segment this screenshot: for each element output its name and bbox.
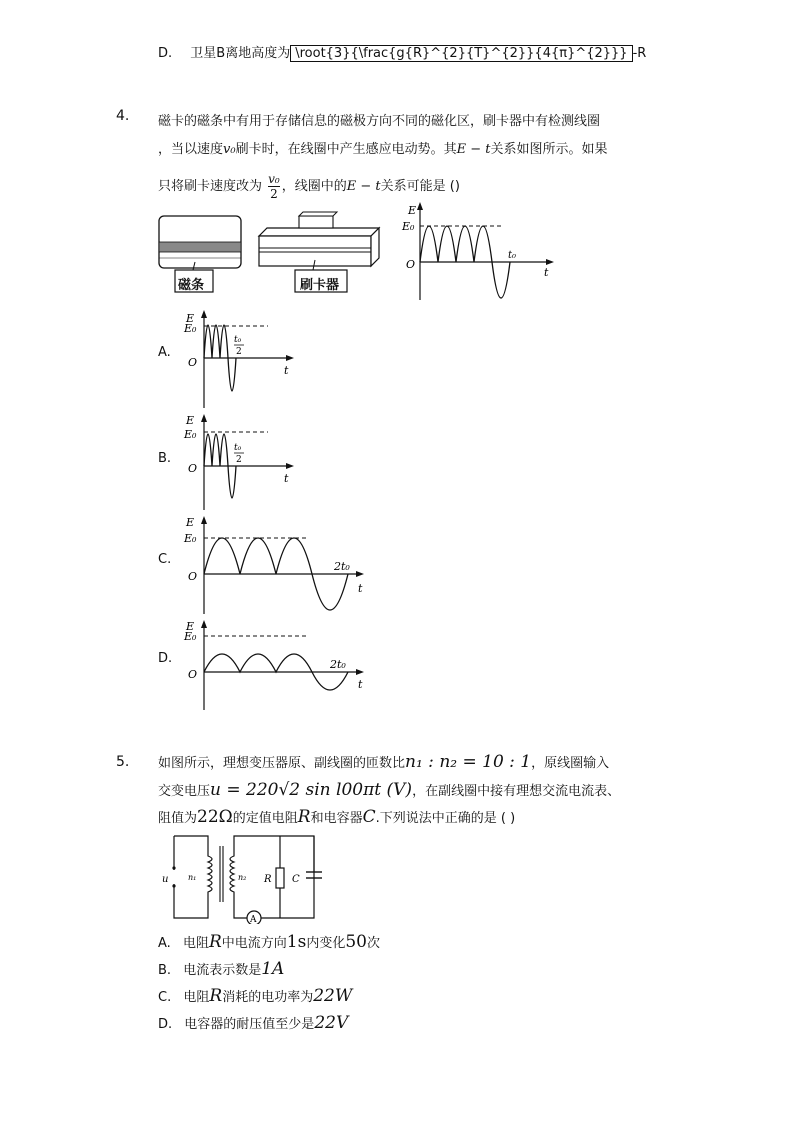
- q5-option-b: [158, 959, 284, 979]
- q4-text: ，当以速度: [158, 142, 224, 157]
- graph-t: t: [358, 678, 363, 691]
- option-letter: C.: [158, 990, 172, 1005]
- option-value: 1A: [261, 959, 285, 979]
- option-R: R: [208, 932, 222, 952]
- graph-O: O: [406, 258, 416, 271]
- graph-half-num: t₀: [234, 335, 242, 345]
- option-letter: A.: [158, 936, 171, 951]
- graph-E0: E₀: [184, 428, 197, 441]
- q4-text: 只将刷卡速度改为: [158, 179, 263, 194]
- option-text: 内变化: [306, 936, 346, 951]
- option-c-label: C.: [158, 552, 172, 567]
- q5-ratio: n₁ : n₂ = 10 : 1: [405, 752, 532, 772]
- question-number-5: 5.: [116, 754, 130, 770]
- circuit-R: R: [264, 874, 272, 885]
- reader-label: 刷卡器: [300, 278, 340, 293]
- q5-line-2: [158, 780, 620, 800]
- option-a-label: A.: [158, 345, 171, 360]
- q4-text: ，线圈中的: [281, 179, 347, 194]
- graph-t: t: [544, 266, 549, 279]
- transformer-circuit: [158, 832, 328, 924]
- fraction-numerator: v₀: [268, 172, 280, 186]
- q5-text: 和电容器: [310, 811, 363, 826]
- option-R: R: [209, 986, 223, 1006]
- option-text: 消耗的电功率为: [222, 990, 314, 1005]
- q4-fraction: [268, 172, 280, 201]
- q5-line-3: [158, 807, 515, 827]
- graph-half-den: 2: [236, 347, 242, 357]
- graph-t: t: [358, 582, 363, 595]
- option-suffix: -R: [632, 46, 647, 61]
- option-d-label: D.: [158, 651, 173, 666]
- q4-text: 刷卡时，在线圈中产生感应电动势。其: [235, 142, 457, 157]
- q5-R: R: [297, 807, 311, 827]
- option-time: 1s: [286, 932, 307, 952]
- circuit-n2: n₂: [238, 873, 247, 882]
- q4-v0: v₀: [223, 142, 236, 157]
- option-text: 次: [366, 936, 380, 951]
- fraction-denominator: 2: [270, 187, 278, 201]
- circuit-n1: n₁: [188, 873, 197, 882]
- q4-option-d-graph: [182, 616, 372, 712]
- option-letter: B.: [158, 963, 172, 978]
- q4-line-2: [158, 138, 607, 157]
- graph-E0: E₀: [184, 322, 197, 335]
- option-text: 电阻: [183, 990, 210, 1005]
- q5-text: ，在副线圈中接有理想交流电流表、: [412, 784, 621, 799]
- q4-et: E − t: [346, 179, 381, 194]
- q5-line-1: [158, 752, 609, 772]
- q5-option-c: [158, 986, 352, 1006]
- q5-option-d: [158, 1013, 348, 1033]
- graph-E: E: [186, 516, 195, 529]
- graph-half-den: 2: [236, 455, 242, 465]
- graph-O: O: [188, 462, 198, 475]
- q5-text: 的定值电阻: [232, 811, 298, 826]
- q4-option-a-graph: [182, 306, 302, 410]
- q4-line-3: [158, 172, 460, 201]
- circuit-A: A: [250, 915, 257, 924]
- card-label: 磁条: [178, 278, 205, 293]
- graph-O: O: [188, 668, 198, 681]
- q5-text: 交变电压: [158, 784, 211, 799]
- question-number-4: 4.: [116, 108, 130, 124]
- q4-line-1: 磁卡的磁条中有用于存储信息的磁极方向不同的磁化区，刷卡器中有检测线圈: [158, 114, 601, 129]
- option-number: 50: [345, 932, 367, 952]
- q4-text: 关系可能是 (): [380, 179, 460, 194]
- graph-O: O: [188, 570, 198, 583]
- q5-C: C: [362, 807, 376, 827]
- circuit-C: C: [292, 874, 300, 885]
- q4-original-graph: [398, 200, 558, 304]
- option-value: 22V: [314, 1013, 349, 1033]
- q4-option-b-graph: [182, 410, 302, 512]
- q5-option-a: [158, 932, 380, 952]
- q5-voltage: u = 220√2 sin l00πt (V): [210, 780, 413, 800]
- q5-text: .下列说法中正确的是 ( ): [375, 811, 516, 826]
- option-text: 电容器的耐压值至少是: [184, 1017, 315, 1032]
- q4-option-c-graph: [182, 512, 372, 616]
- option-text: 中电流方向: [221, 936, 287, 951]
- graph-t: t: [284, 364, 289, 377]
- option-value: 22W: [313, 986, 353, 1006]
- graph-E: E: [408, 204, 417, 217]
- graph-E: E: [186, 414, 195, 427]
- graph-t: t: [284, 472, 289, 485]
- option-text: 卫星B离地高度为: [190, 46, 291, 61]
- option-text: 电流表示数是: [183, 963, 262, 978]
- option-letter: D.: [158, 46, 173, 61]
- option-letter: D.: [158, 1017, 173, 1032]
- q5-text: 如图所示，理想变压器原、副线圈的匝数比: [158, 756, 406, 771]
- graph-E: E: [186, 620, 195, 633]
- graph-2t0: 2t₀: [330, 658, 346, 671]
- graph-E0: E₀: [184, 532, 197, 545]
- q4-et: E − t: [456, 142, 491, 157]
- q4-text: 关系如图所示。如果: [490, 142, 608, 157]
- q5-text: 阻值为: [158, 811, 198, 826]
- circuit-u: u: [162, 874, 169, 885]
- graph-E0: E₀: [184, 630, 197, 643]
- graph-half-num: t₀: [234, 443, 242, 453]
- q5-resistance: 22Ω: [197, 807, 233, 827]
- graph-E: E: [186, 312, 195, 325]
- graph-t0: t₀: [508, 250, 517, 261]
- q5-text: ，原线圈输入: [531, 756, 610, 771]
- q3-option-d: [158, 42, 646, 61]
- graph-2t0: 2t₀: [334, 560, 350, 573]
- option-b-label: B.: [158, 451, 172, 466]
- graph-O: O: [188, 356, 198, 369]
- formula-box: \root{3}{\frac{g{R}^{2}{T}^{2}}{4{π}^{2}}}: [290, 45, 632, 62]
- graph-E0: E₀: [402, 220, 415, 233]
- option-text: 电阻: [182, 936, 209, 951]
